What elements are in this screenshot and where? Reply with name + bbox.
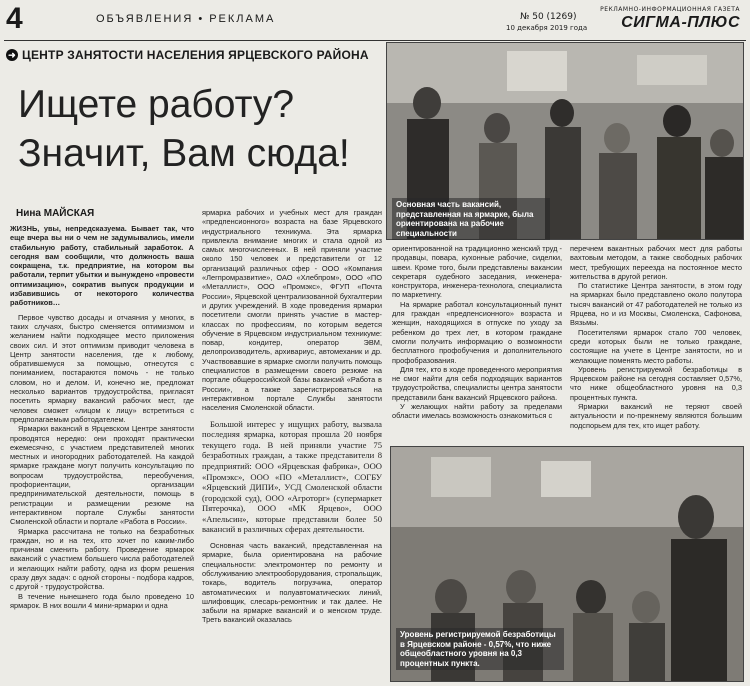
paragraph: Ярмарка рассчитана не только на безработных граждан, но и на тех, кто хочет по каким-либо причинам сменить работу. Проведение ярмарок вакансий с участием большего числа работодателей и желающих найти работу, одна из форм решения сразу двух задач: с одной стороны - подбора кадров, с другой - трудоустройства. <box>10 526 194 592</box>
gazeta-tagline: РЕКЛАМНО-ИНФОРМАЦИОННАЯ ГАЗЕТА <box>600 6 740 13</box>
paragraph: перечнем вакантных рабочих мест для работы вахтовым методом, а также свободных рабочих мест, требующих переезда на постоянное место жительства в другой регион. <box>570 244 742 281</box>
article-column-1 <box>10 224 194 682</box>
byline: Нина МАЙСКАЯ <box>16 208 95 219</box>
article-lead: ЖИЗНЬ, увы, непредсказуема. Бывает так, что еще вчера вы ни о чем не задумывались, имели стабильную работу, стабильный заработок. А сегодня вам сообщили, что должность ваша сокращена, т.к. предприятие, на котором вы работали, терпит убытки и вынуждено «провести оптимизацию», сократив выпуск продукции и избавившись от некоторого количества работников… <box>10 224 194 308</box>
arrow-right-icon: ➜ <box>6 49 18 61</box>
issue-number: № 50 (1269) <box>520 12 577 22</box>
paragraph: ориентированной на традиционно женский труд - продавцы, повара, кухонные рабочие, сиделки, швеи. Кроме того, были представлены вакансии секретаря судебного заседания, инженера-конструктора, инженера-технолога, специалиста по маркетингу. <box>392 244 562 300</box>
paragraph: По статистике Центра занятости, в этом году на ярмарках было представлено около полутора тысяч вакансий от 47 работодателей не только из Ярцева, но и из Москвы, Смоленска, Сафонова, Вязьмы. <box>570 281 742 328</box>
issue-date: 10 декабря 2019 года <box>506 24 588 32</box>
paragraph: Уровень регистрируемой безработицы в Ярцевском районе на сегодня составляет 0,57%, что ниже общеобластного уровня на 0,3 процентных пункта. <box>570 364 742 402</box>
headline <box>18 80 388 178</box>
article-column-2 <box>202 208 382 682</box>
paragraph: Посетителями ярмарок стало 700 человек, среди которых были не только граждане, состоящие на учете в Центре занятости, но и желающие поменять место работы. <box>570 327 742 365</box>
paragraph: У желающих найти работу за пределами области имелась возможность ознакомиться с <box>392 402 562 421</box>
photo-caption-2: Уровень регистрируемой безработицы в Ярцевском районе - 0,57%, что ниже общеобластного уровня на 0,3 процентных пункта. <box>396 628 564 670</box>
header-rule <box>4 40 746 41</box>
headline-line-1: Ищете работу? <box>18 83 295 126</box>
paragraph: Ярмарки вакансий не теряют своей актуальности и по-прежнему являются большим подспорьем для тех, кто ищет работу. <box>570 402 742 430</box>
paragraph: На ярмарке работал консультационный пункт для граждан «предпенсионного» возраста и женщин, находящихся в отпуске по уходу за ребенком до трех лет, в котором граждане смогли получить информацию о возможности бесплатного профобучения и дополнительного профобразования. <box>392 299 562 365</box>
photo-caption-1: Основная часть вакансий, представленная на ярмарке, была ориентирована на рабочие специальности <box>392 198 550 240</box>
masthead-logo: СИГМА-ПЛЮС <box>621 14 740 31</box>
paragraph: ярмарка рабочих и учебных мест для граждан «предпенсионного» возраста на базе Ярцевского индустриального техникума. Эта ярмарка привлекла внимание многих и стала одной из самых многочисленных. В ней приняли участие около 150 человек и представители от 12 организаций различных сфер - ООО «Компания «Легпромразвитие», ОАО «Хлебпром», ООО «ПО «Металлист», ООО «Промэкс», ФГУП «Почта России», Ярцевской централизованной бухгалтерии и других учреждений. В ходе проведения ярмарки посетители смогли принять участие в мастер-классах по профессиям, по которым ведется обучение в Ярцевском индустриальном техникуме: повар, кондитер, оператор ЭВМ, делопроизводитель, архивариус, автомеханик и др. Участвовавшие в ярмарке смогли получить помощь специалистов в размещении своего резюме на портале общероссийской базы вакансий «Работа в России», а также зарегистрироваться на интерактивном портале Службы занятости населения Смоленской области. <box>202 208 382 413</box>
section-title: ОБЪЯВЛЕНИЯ • РЕКЛАМА <box>96 13 276 25</box>
paragraph: Основная часть вакансий, представленная на ярмарке, была ориентирована на рабочие специальности: электромонтер по ремонту и обслуживанию электрооборудования, стропальщик, токарь, водитель погрузчика, оператор автоматических и полуавтоматических линий, шлифовщик, слесарь-ремонтник и так далее. Не забыли на ярмарке вакансий и о женском труде. Треть вакансий оказалась <box>202 541 382 625</box>
paragraph: В течение нынешнего года было проведено 10 ярмарок. В них вошли 4 мини-ярмарки и одна <box>10 591 194 610</box>
paragraph: Первое чувство досады и отчаяния у многих, в таких случаях, быстро сменяется оптимизмом и желанием найти подходящее место приложения своих сил. И этот оптимизм приводит человека в Центр занятости населения, где к любому, обратившемуся за помощью, отнесутся с пониманием, постараются помочь - не только словом, но и делом. И, конечно же, предложат несколько вариантов трудоустройства, пригласят посетить ярмарку вакансий рабочих мест, где человек сможет «лицом к лицу» встретиться с предполагаемым работодателем. <box>10 312 194 424</box>
headline-line-2: Значит, Вам сюда! <box>18 132 350 175</box>
paragraph: Для тех, кто в ходе проведенного мероприятия не смог найти для себя подходящих вариантов трудоустройства, специалисты центра занятости представили банк вакансий Ярцевского района. <box>392 364 562 402</box>
paragraph: Ярмарки вакансий в Ярцевском Центре занятости проводятся нередко: они проходят практически ежемесячно, с участием представителей многих местных и иногородних работодателей. На каждой ярмарке граждане могут получить консультацию по вопросам трудоустройства, переобучения, профориентации, организации предпринимательской деятельности, помощь в регистрации и размещении резюме на интерактивном портале Службы занятости Смоленской области и портале «Работа в России». <box>10 424 194 527</box>
rubric <box>6 48 369 62</box>
page-number: 4 <box>6 2 23 35</box>
article-column-3 <box>392 244 562 440</box>
article-column-4 <box>570 244 742 440</box>
paragraph-highlight: Большой интерес у ищущих работу, вызвала последняя ярмарка, которая прошла 20 ноября текущего года. В ней приняли участие 75 безработных граждан, а также представители 8 предприятий: ООО «Ярцевская фабрика», ООО «Промэкс», ООО «ПО «Металлист», СОГБУ «Ярцевский ДИПИ», УСД Смоленской области (городской суд), ООО «Агроторг» (супермаркет Пятерочка), ООО «МК Ярцево», ООО «Апельсин», которые представили более 50 вакансий в различных сферах деятельности. <box>202 418 382 535</box>
rubric-text: ЦЕНТР ЗАНЯТОСТИ НАСЕЛЕНИЯ ЯРЦЕВСКОГО РАЙОНА <box>22 48 369 62</box>
